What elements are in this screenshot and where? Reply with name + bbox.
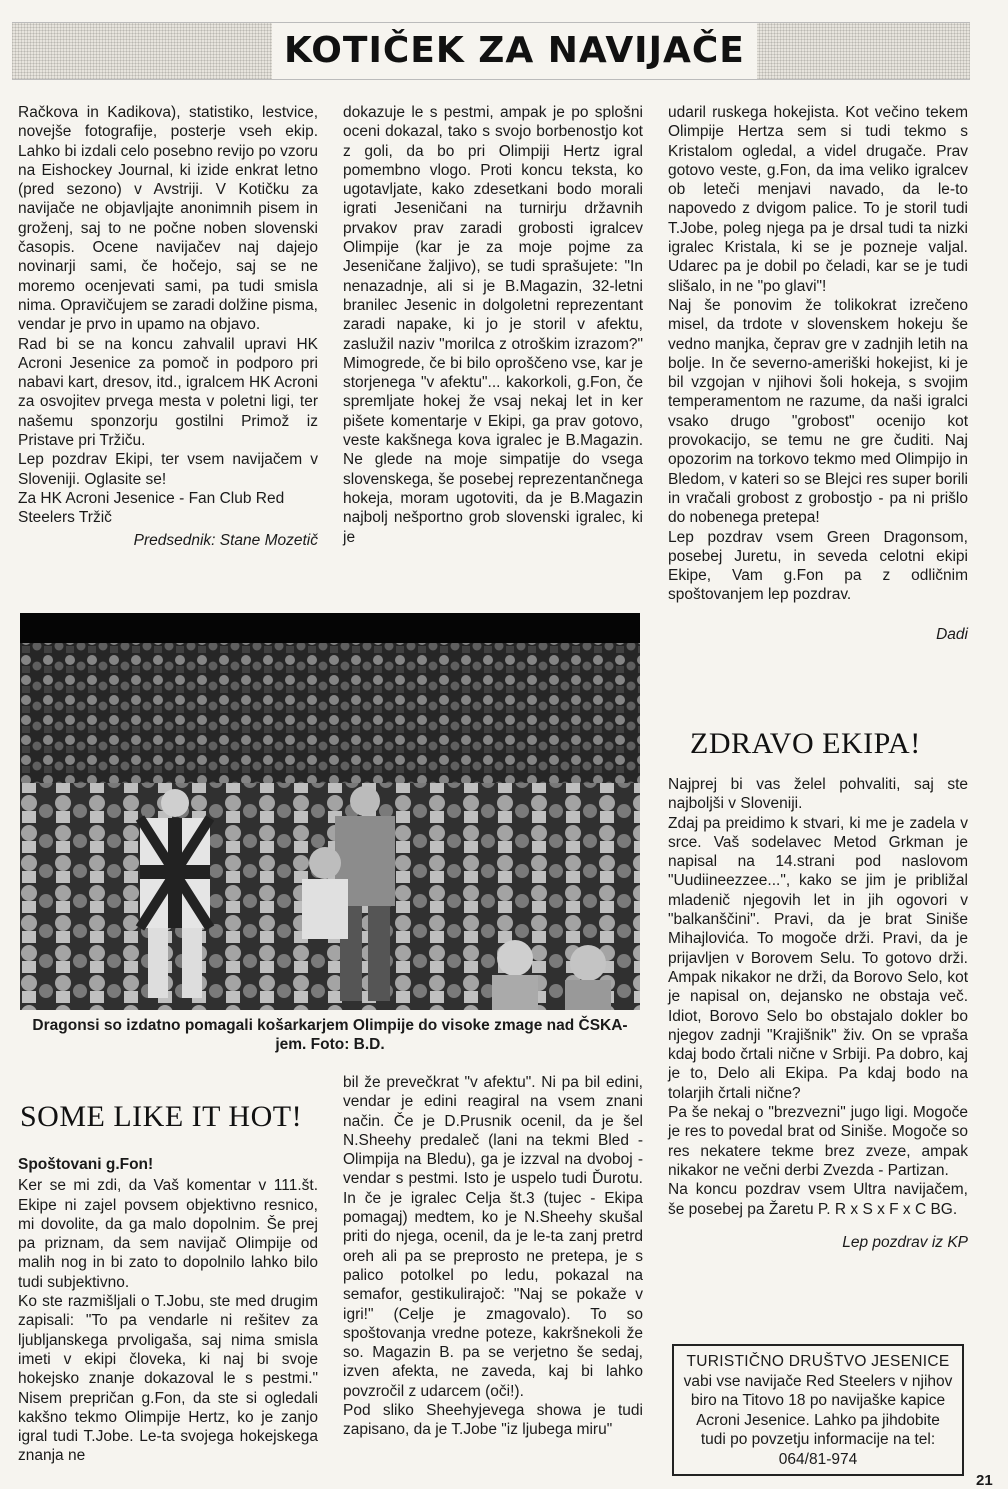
paragraph: Naj še ponovim že tolikokrat izrečeno misel, da trdote v slovenskem hokeju še vedno manjka, čeprav gre v zadnjih letih na bolje. In če severno-ameriški hokejist, ki je bil vzgojan v njihovi šoli hokeja, s svojim temperamentom ne razume, da naši igralci vsako drugo "grobost" ocenijo kot provokacijo, se temu ne gre čuditi. Naj opozorim na torkovo tekmo med Olimpijo in Bledom, v kateri so se Blejci res super borili in vračali grobost z grobostjo - pa ni prišlo do nobenega pretepa! (668, 296, 968, 527)
article-title-some-like-it-hot: SOME LIKE IT HOT! (20, 1100, 303, 1133)
paragraph: Račkova in Kadikova), statistiko, lestvice, novejše fotografije, posterje vseh ekip. Lahko bi izdali celo posebno revijo po vzoru na Eishockey Journal, ki izide enkrat letno (pred sezono) v Avstriji. V Kotičku za navijače ne objavljajte anonimnih pisem in groženj, saj to ne počne noben slovenski časopis. Ocene navijačev naj dajejo novinarji sami, če hočejo, saj se ne moremo ocenjevati sami, pa tudi smisla nima. Opravičujem se zaradi dolžine pisma, vendar je prvo in upamo na objavo. (18, 104, 318, 334)
letter-signature: Lep pozdrav iz KP (842, 1233, 968, 1251)
article-column-2 (343, 1073, 643, 1440)
paragraph: Pod sliko Sheehyjevega showa je tudi zapisano, da je T.Jobe "iz ljubega miru" (343, 1402, 643, 1439)
article-column-1 (18, 1155, 318, 1466)
paragraph: Na koncu pozdrav vsem Ultra navijačem, še posebej pa Žaretu P. R x S x F x C BG. (668, 1181, 968, 1218)
photo-caption: Dragonsi so izdatno pomagali košarkarjem Olimpije do visoke zmage nad ČSKA-jem. Foto: B.D. (32, 1017, 628, 1053)
paragraph: bil že prevečkrat "v afektu". Ni pa bil edini, vendar je edini reagiral na vsem znani način. Če je D.Prusnik ocenil, da je šel N.Sheehy predaleč (lani na tekmi Bled - Olimpija na Bledu), ga je izzval na dvoboj - vendar s pestmi. Isto je uspelo tudi Ďurotu. In če je igralec Celja št.3 (tujec - Ekipa pomagaj) medtem, ko je N.Sheehy skušal priti do njega, ocenil, da je le-ta zanj pretrd oreh ali pa se preprosto ne pretepa, je s palico potolkel po ledu, pokazal na semafor, gestikulirajoč: "Naj se pokaže v igri!" (Celje je zmagovalo). To so spoštovanja vredne poteze, kakršnekoli že so. Magazin B. pa se verjetno še sedaj, izven afekta, ne zaveda, kaj bi lahko povzročil z udarcem (oči!). (343, 1074, 643, 1400)
section-header (12, 22, 970, 80)
top-column-3 (668, 103, 968, 644)
paragraph: Lep pozdrav Ekipi, ter vsem navijačem v Sloveniji. Oglasite se! (18, 451, 318, 488)
paragraph: Ker se mi zdi, da Vaš komentar v 111.št. Ekipe ni zajel povsem objektivno resnico, mi dovolite, da ga malo dopolnim. Še prej pa priznam, da sem navijač Olimpije od malih nog in bi zato to dopolnilo lahko bilo tudi subjektivno. (18, 1177, 318, 1291)
page-number: 21 (976, 1472, 993, 1489)
paragraph: Zdaj pa preidimo k stvari, ki me je zadela v srce. Vaš sodelavec Metod Grkman je napisal na 14.strani pod naslovom "Uudiineezzee...", kako se jim je približal mladenič njegovih let in jih ogovori v "balkanščini". Pravi, da je brat Siniše Mihajlovića. To mogoče drži. Pravi, da je prijavljen v Borovem Selu. To gotovo drži. Ampak nikakor ne drži, da Borovo Selo, kot je napisal on, dejansko ne obstaja več. Idiot, Borovo Selo bo obstajalo dokler bo njegov zadnji "Krajišnik" živ. On se vpraša kdaj bodo črtali nične v Srbiji. Pa dobro, kaj je to, Delo ali Ekipa. Pa kdaj bodo na tolarjih črtali nične? (668, 814, 968, 1102)
paragraph: Pa še nekaj o "brezvezni" jugo ligi. Mogoče je res to povedal brat od Siniše. Mogoče so res nekatere tekme brez zveze, ampak nikakor ne večni derbi Zvezda - Partizan. (668, 1104, 968, 1179)
paragraph: Rad bi se na koncu zahvalil upravi HK Acroni Jesenice za pomoč in podporo pri nabavi kart, dresov, itd., igralcem HK Acroni za osvojitev prvega mesta v poletni ligi, ter našemu sponzorju gostilni Primož iz Pristave pri Tržiču. (18, 335, 318, 450)
crowd-photo (20, 613, 640, 1010)
paragraph: dokazuje le s pestmi, ampak je po splošni oceni dokazal, tako s svojo borbenostjo kot z goli, da bo pri Olimpiji Hertz igral pomembno vlogo. Proti koncu teksta, ko ugotavljate, kako zdesetkani bodo morali igrati Jeseničani na turnirju državnih prvakov prav zaradi grobosti igralcev Olimpije (kar je za moje pojme za Jeseničane žaljivo), se tudi sprašujete: "In nenazadnje, ali si je B.Magazin, 32-letni branilec Jesenic in dolgoletni reprezentant zaradi napake, ki jo je storil v afektu, zaslužil naziv "morilca z otroškim izrazom?" Mimogrede, če bi bilo oproščeno vse, kar je storjenega "v afektu"... kakorkoli, g.Fon, če spremljate hokej že vsaj nekaj let in ker pišete komentarje v Ekipi, ga prav gotovo, veste kakšnega kova igralec je B.Magazin. Ne glede na moje simpatije do vsega slovenskega, še posebej reprezentančnega hokeja, moram ugotoviti, da je B.Magazin najbolj nešportno grob slovenski igralec, ki je (343, 104, 643, 546)
notice-body: vabi vse navijače Red Steelers v njihov biro na Titovo 18 po navijaške kapice Acroni Jesenice. Lahko pa jihdobite tudi po povzetju informacije na tel: 064/81-974 (683, 1372, 953, 1468)
notice-title: TURISTIČNO DRUŠTVO JESENICE (686, 1353, 950, 1370)
letter-greeting: Spoštovani g.Fon! (18, 1156, 154, 1173)
paragraph: udaril ruskega hokejista. Kot večino tekem Olimpije Hertza sem si tudi tekmo s Kristalom ogledal, a videl drugače. Prav gotovo veste, g.Fon, da ima veliko igralcev ob leteči menjavi navado, da le-to napovedo z dvigom palice. To je storil tudi T.Jobe, poleg njega pa je drsal tudi ta nizki igralec Kristala, ki se je pozneje valjal. Udarec pa je dobil po čeladi, kar se je tudi slišalo, in ne "po glavi"! (668, 104, 968, 295)
article-zdravo-column (668, 775, 968, 1252)
paragraph: Ko ste razmišljali o T.Jobu, ste med drugim zapisali: "To pa vendarle ni rešitev za ljubljanskega prvoligaša, saj nima smisla imeti v ekipi človeka, ki naj bi svoje hokejsko znanje dokazoval le s pestmi." Nisem prepričan g.Fon, da ste si ogledali kakšno tekmo Olimpije Hertz, ko je zanjo igral tudi T.Jobe. Le-ta svojega hokejskega znanja ne (18, 1293, 318, 1465)
top-column-2 (343, 103, 643, 547)
section-title: KOTIČEK ZA NAVIJAČE (272, 23, 757, 79)
top-column-1 (18, 103, 318, 550)
notice-box (672, 1344, 964, 1476)
letter-signature: Dadi (936, 625, 968, 643)
paragraph: Lep pozdrav vsem Green Dragonsom, posebej Juretu, in seveda celotni ekipi Ekipe, Vam g.Fon pa z odličnim spoštovanjem lep pozdrav. (668, 528, 968, 604)
paragraph: Najprej bi vas želel pohvaliti, saj ste najboljši v Sloveniji. (668, 776, 968, 813)
paragraph: Za HK Acroni Jesenice - Fan Club Red Steelers Tržič (18, 489, 285, 527)
letter-signature: Predsednik: Stane Mozetič (133, 531, 318, 549)
article-title-zdravo-ekipa: ZDRAVO EKIPA! (690, 727, 921, 760)
